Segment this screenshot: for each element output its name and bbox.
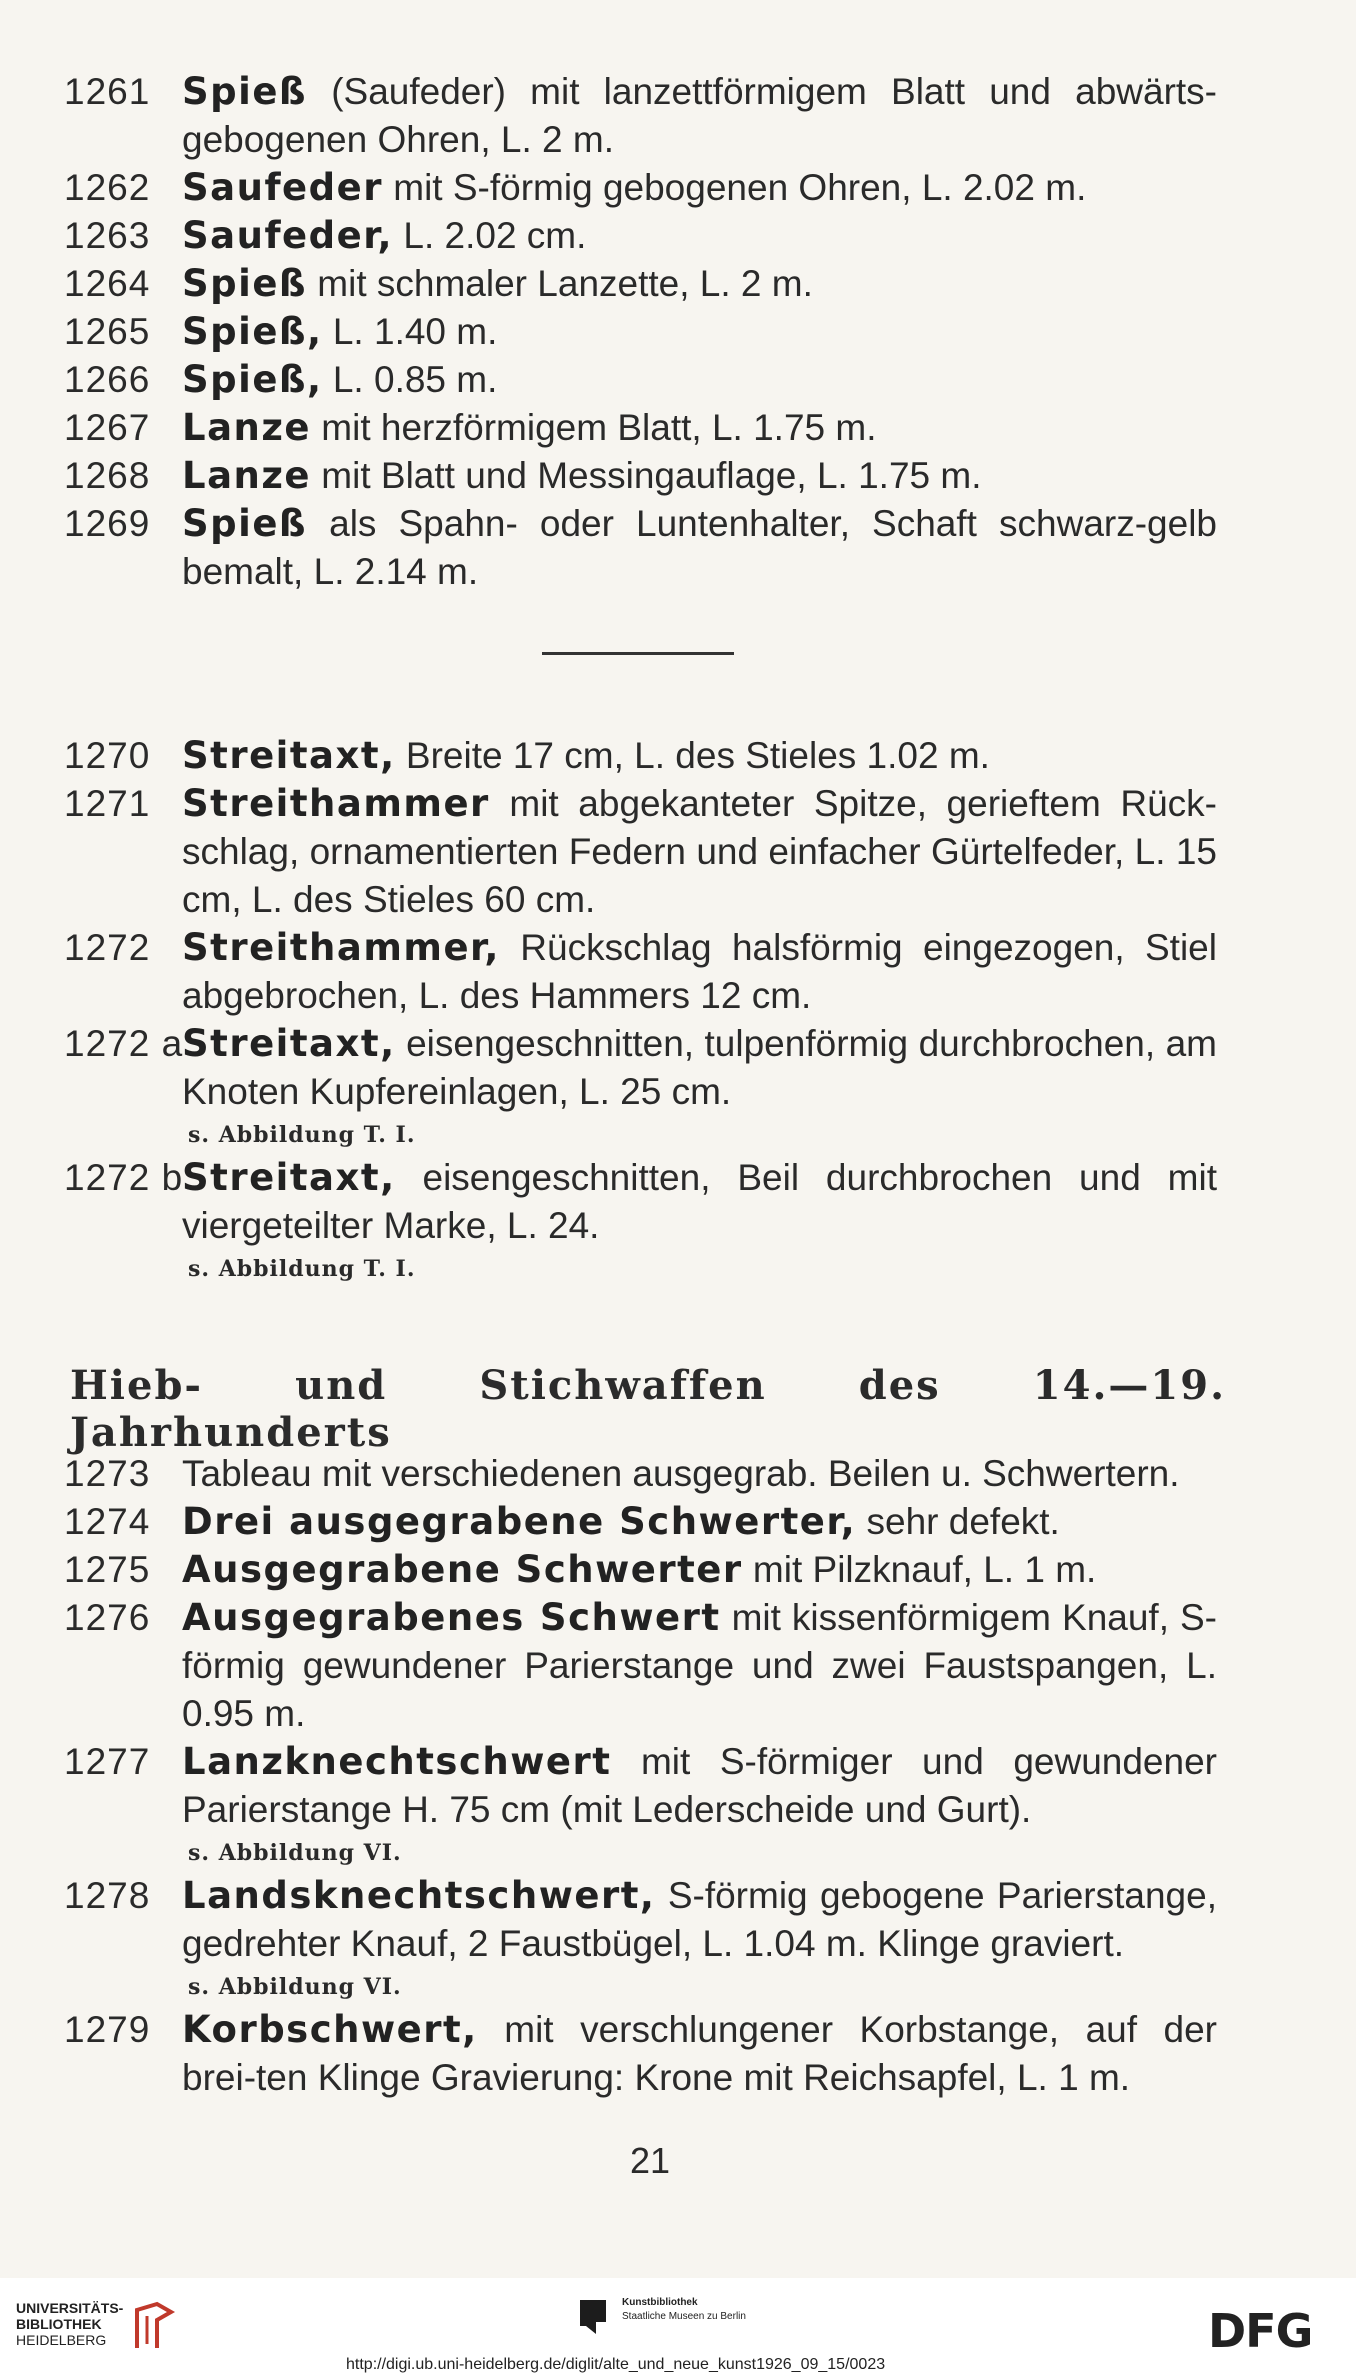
entry-item-name: Drei ausgegrabene Schwerter, xyxy=(182,1500,857,1543)
entry-item-name: Streitaxt, xyxy=(182,734,396,777)
entry-number: 1279 xyxy=(64,2009,151,2050)
entry-item-details: (Saufeder) mit lanzettförmigem Blatt und abwärts-gebogenen Ohren, L. 2 m. xyxy=(182,71,1217,160)
entry-item-details: L. 1.40 m. xyxy=(322,311,498,352)
entry-item-details: mit S-förmig gebogenen Ohren, L. 2.02 m. xyxy=(382,167,1087,208)
entry-item-details: mit verschlungener Korbstange, auf der brei-ten Klinge Gravierung: Krone mit Reichsapfel, L. 1 m. xyxy=(182,2009,1217,2098)
entry-number: 1271 xyxy=(64,783,151,824)
catalog-entry xyxy=(0,732,1356,780)
entry-item-details: S-förmig gebogene Parierstange, gedrehter Knauf, 2 Faustbügel, L. 1.04 m. Klinge graviert. xyxy=(182,1875,1217,1964)
catalog-entry xyxy=(0,260,1356,308)
uni-logo-line1: UNIVERSITÄTS- xyxy=(16,2300,124,2316)
entry-number: 1277 xyxy=(64,1741,151,1782)
catalog-entry xyxy=(0,1594,1356,1738)
entry-item-name: Streitaxt, xyxy=(182,1156,396,1199)
entry-number: 1267 xyxy=(64,407,151,448)
entry-number: 1265 xyxy=(64,311,151,352)
entry-number: 1261 xyxy=(64,71,151,112)
uni-logo-line3: HEIDELBERG xyxy=(16,2332,107,2348)
entry-description xyxy=(182,1738,1217,1834)
catalog-entry xyxy=(0,1498,1356,1546)
kunstbibliothek-logo[interactable] xyxy=(578,2296,746,2336)
entry-description xyxy=(182,1498,1217,1546)
entry-item-name: Streithammer xyxy=(182,782,490,825)
entry-item-details: mit schmaler Lanzette, L. 2 m. xyxy=(307,263,813,304)
entry-description xyxy=(182,732,1217,780)
entry-item-details: mit abgekanteter Spitze, gerieftem Rück-schlag, ornamentierten Federn und einfacher Gürtelfeder, L. 15 cm, L. des Stieles 60 cm. xyxy=(182,783,1217,920)
entry-description xyxy=(182,924,1217,1020)
entry-description xyxy=(182,164,1217,212)
entry-item-details: eisengeschnitten, Beil durchbrochen und mit viergeteilter Marke, L. 24. xyxy=(182,1157,1217,1246)
entry-item-name: Spieß xyxy=(182,70,308,113)
section-divider xyxy=(542,652,734,655)
entry-description xyxy=(182,1154,1217,1250)
entry-number: 1262 xyxy=(64,167,151,208)
catalog-entry xyxy=(0,212,1356,260)
entry-item-name: Saufeder xyxy=(182,166,383,209)
catalog-entry xyxy=(0,164,1356,212)
entry-description xyxy=(182,1594,1217,1738)
illustration-reference: s. Abbildung VI. xyxy=(188,1974,402,2000)
catalog-entry xyxy=(0,500,1356,596)
entry-description xyxy=(182,1546,1217,1594)
entry-number: 1274 xyxy=(64,1501,151,1542)
entry-item-name: Ausgegrabene Schwerter xyxy=(182,1548,743,1591)
entry-description xyxy=(182,356,1217,404)
catalog-entry xyxy=(0,68,1356,164)
entry-item-details: mit herzförmigem Blatt, L. 1.75 m. xyxy=(311,407,877,448)
entry-item-name: Ausgegrabenes Schwert xyxy=(182,1596,721,1639)
entry-number: 1268 xyxy=(64,455,151,496)
entry-item-name: Spieß, xyxy=(182,358,323,401)
entry-item-name: Landsknechtschwert, xyxy=(182,1874,656,1917)
entry-list-middle xyxy=(0,732,1356,1288)
kunstbibliothek-emblem-icon xyxy=(578,2296,612,2336)
entry-number: 1272 a xyxy=(64,1023,184,1064)
entry-number: 1270 xyxy=(64,735,151,776)
entry-number: 1275 xyxy=(64,1549,151,1590)
entry-item-details: mit kissenförmigem Knauf, S-förmig gewundener Parierstange und zwei Faustspangen, L. 0.95 m. xyxy=(182,1597,1217,1734)
university-library-logo[interactable] xyxy=(16,2300,183,2352)
uni-emblem-icon xyxy=(127,2300,183,2352)
entry-description xyxy=(182,308,1217,356)
entry-item-details: Tableau mit verschiedenen ausgegrab. Beilen u. Schwertern. xyxy=(182,1453,1180,1494)
entry-item-details: mit Blatt und Messingauflage, L. 1.75 m. xyxy=(311,455,982,496)
catalog-entry xyxy=(0,308,1356,356)
catalog-entry xyxy=(0,1154,1356,1288)
footer-bar xyxy=(0,2278,1356,2376)
entry-item-name: Streitaxt, xyxy=(182,1022,396,1065)
entry-item-details: sehr defekt. xyxy=(856,1501,1060,1542)
entry-item-details: L. 0.85 m. xyxy=(322,359,498,400)
catalog-entry xyxy=(0,404,1356,452)
entry-description xyxy=(182,404,1217,452)
dfg-logo[interactable]: DFG xyxy=(1208,2304,1313,2358)
entry-item-name: Spieß xyxy=(182,502,308,545)
illustration-reference: s. Abbildung T. I. xyxy=(188,1256,416,1282)
entry-description xyxy=(182,500,1217,596)
entry-item-details: Rückschlag halsförmig eingezogen, Stiel abgebrochen, L. des Hammers 12 cm. xyxy=(182,927,1217,1016)
entry-item-details: eisengeschnitten, tulpenförmig durchbrochen, am Knoten Kupfereinlagen, L. 25 cm. xyxy=(182,1023,1217,1112)
entry-description xyxy=(182,2006,1217,2102)
catalog-entry xyxy=(0,1020,1356,1154)
illustration-reference: s. Abbildung VI. xyxy=(188,1840,402,1866)
kunstbibliothek-title: Kunstbibliothek xyxy=(622,2297,698,2308)
entry-item-name: Korbschwert, xyxy=(182,2008,478,2051)
entry-list-bottom xyxy=(0,1450,1356,2102)
entry-item-name: Streithammer, xyxy=(182,926,500,969)
entry-item-name: Spieß xyxy=(182,262,308,305)
entry-description xyxy=(182,1872,1217,1968)
entry-description xyxy=(182,68,1217,164)
catalog-entry xyxy=(0,1546,1356,1594)
entry-item-details: Breite 17 cm, L. des Stieles 1.02 m. xyxy=(395,735,990,776)
entry-description xyxy=(182,260,1217,308)
entry-description xyxy=(182,452,1217,500)
catalog-entry xyxy=(0,780,1356,924)
entry-item-name: Lanze xyxy=(182,406,312,449)
catalog-entry xyxy=(0,1738,1356,1872)
entry-number: 1272 xyxy=(64,927,151,968)
entry-description xyxy=(182,1020,1217,1116)
entry-item-details: mit S-förmiger und gewundener Parierstange H. 75 cm (mit Lederscheide und Gurt). xyxy=(182,1741,1217,1830)
entry-item-name: Saufeder, xyxy=(182,214,394,257)
entry-item-details: L. 2.02 cm. xyxy=(393,215,587,256)
page-number: 21 xyxy=(629,2140,671,2181)
entry-list-top xyxy=(0,68,1356,596)
catalog-entry xyxy=(0,2006,1356,2102)
uni-logo-line2: BIBLIOTHEK xyxy=(16,2316,102,2332)
entry-item-details: mit Pilzknauf, L. 1 m. xyxy=(742,1549,1097,1590)
catalog-entry xyxy=(0,452,1356,500)
entry-number: 1264 xyxy=(64,263,151,304)
entry-item-name: Lanze xyxy=(182,454,312,497)
illustration-reference: s. Abbildung T. I. xyxy=(188,1122,416,1148)
entry-number: 1273 xyxy=(64,1453,151,1494)
catalog-entry xyxy=(0,924,1356,1020)
entry-item-details: als Spahn- oder Luntenhalter, Schaft schwarz-gelb bemalt, L. 2.14 m. xyxy=(182,503,1217,592)
entry-number: 1272 b xyxy=(64,1157,184,1198)
entry-description xyxy=(182,780,1217,924)
entry-number: 1269 xyxy=(64,503,151,544)
entry-description xyxy=(182,212,1217,260)
kunstbibliothek-subtitle: Staatliche Museen zu Berlin xyxy=(622,2311,746,2322)
catalog-entry xyxy=(0,356,1356,404)
catalog-entry xyxy=(0,1872,1356,2006)
permalink-url[interactable]: http://digi.ub.uni-heidelberg.de/diglit/alte_und_neue_kunst1926_09_15/0023 xyxy=(346,2356,886,2373)
entry-description xyxy=(182,1450,1217,1498)
section-heading: Hieb- und Stichwaffen des 14.—19. Jahrhunderts xyxy=(70,1362,1226,1456)
entry-number: 1276 xyxy=(64,1597,151,1638)
entry-number: 1266 xyxy=(64,359,151,400)
entry-number: 1263 xyxy=(64,215,151,256)
entry-item-name: Spieß, xyxy=(182,310,323,353)
entry-item-name: Lanzknechtschwert xyxy=(182,1740,612,1783)
catalog-entry xyxy=(0,1450,1356,1498)
entry-number: 1278 xyxy=(64,1875,151,1916)
